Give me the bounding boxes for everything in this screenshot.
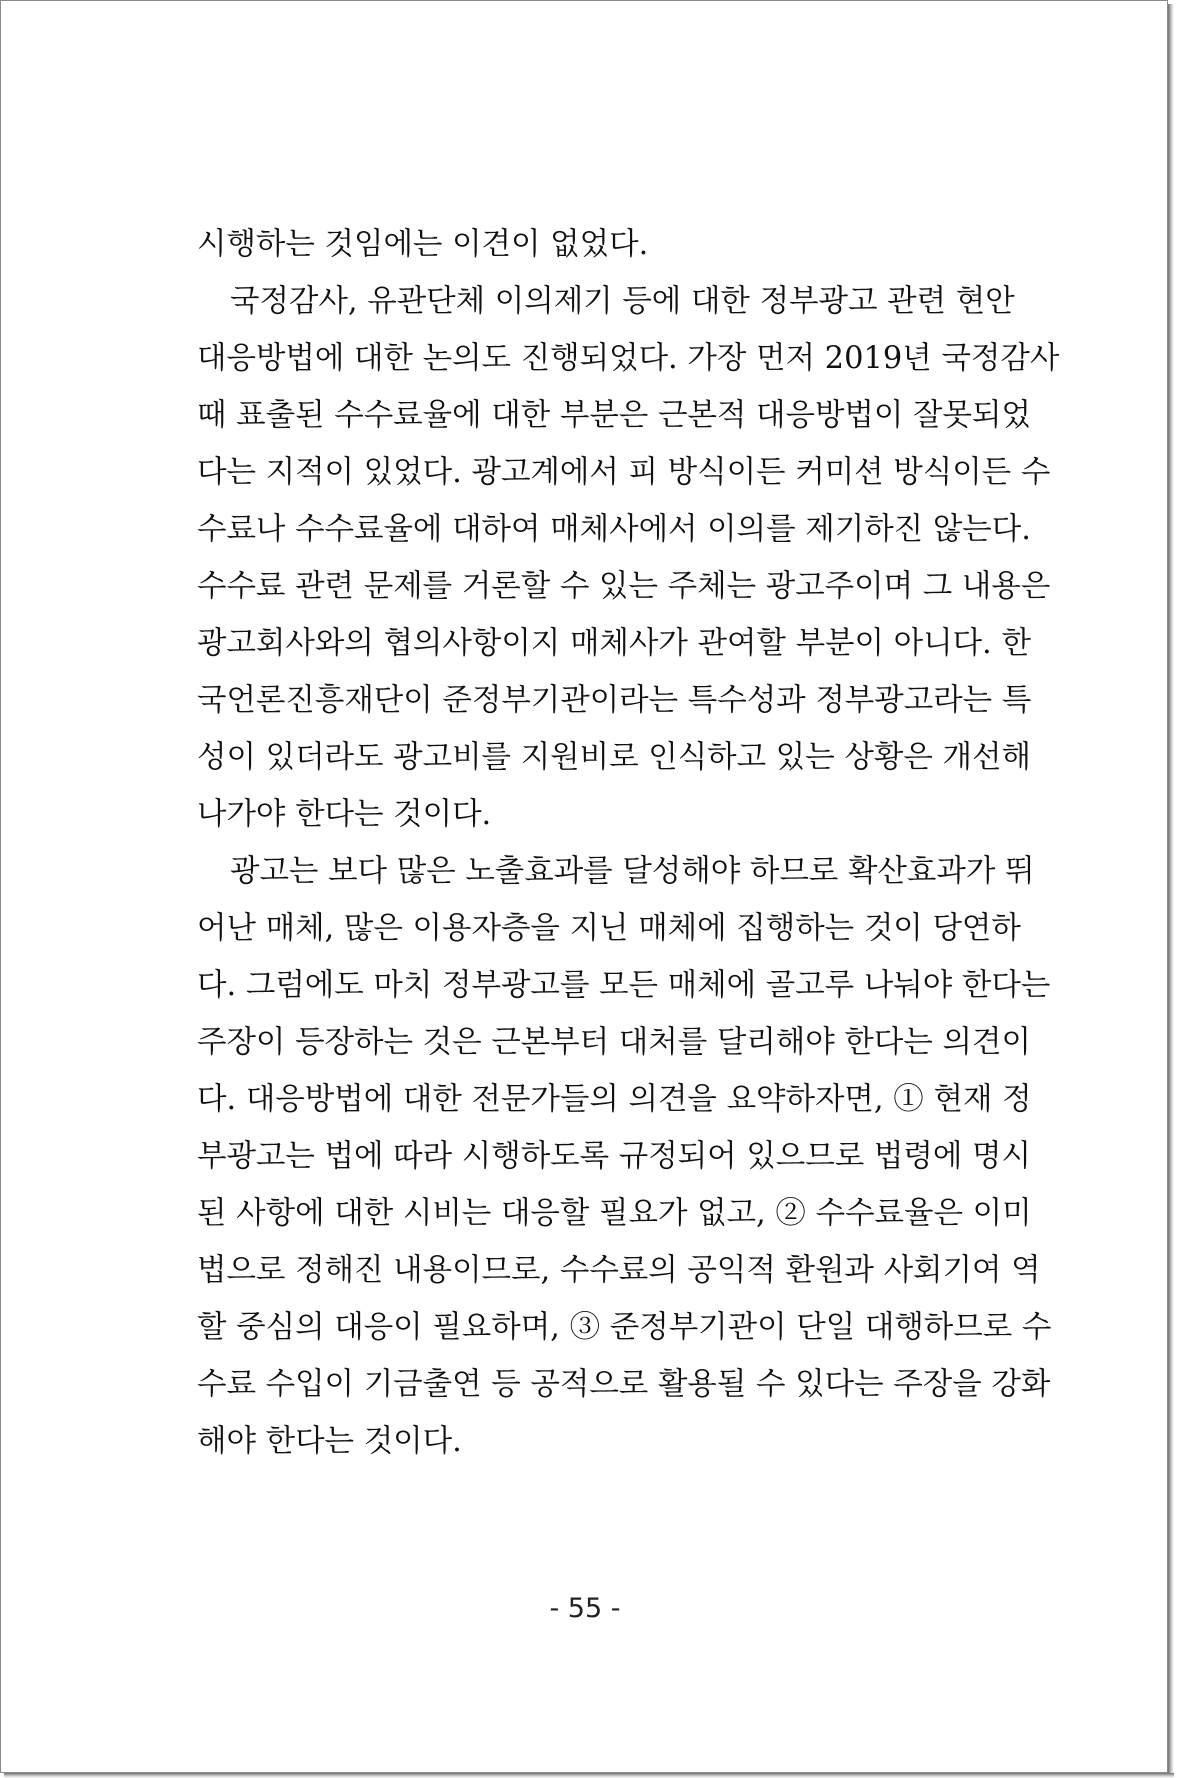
page-shadow-bottom: [4, 1773, 1174, 1778]
body-text-line: 다. 그럼에도 마치 정부광고를 모든 매체에 골고루 나눠야 한다는: [197, 968, 1051, 1003]
body-text-line: 나가야 한다는 것이다.: [197, 797, 492, 832]
body-text-line: 국언론진흥재단이 준정부기관이라는 특수성과 정부광고라는 특: [197, 683, 1032, 718]
paragraph-first-line: 광고는 보다 많은 노출효과를 달성해야 하므로 확산효과가 뛰: [230, 854, 1035, 889]
body-text-line: 할 중심의 대응이 필요하며, ③ 준정부기관이 단일 대행하므로 수: [197, 1310, 1052, 1345]
body-text-line: 시행하는 것임에는 이견이 없었다.: [197, 227, 649, 262]
body-text-line: 대응방법에 대한 논의도 진행되었다. 가장 먼저 2019년 국정감사: [197, 341, 1060, 376]
body-text-line: 수료나 수수료율에 대하여 매체사에서 이의를 제기하진 않는다.: [197, 512, 1031, 547]
body-text-line: 수료 수입이 기금출연 등 공적으로 활용될 수 있다는 주장을 강화: [197, 1367, 1051, 1402]
body-text-line: 수수료 관련 문제를 거론할 수 있는 주체는 광고주이며 그 내용은: [197, 569, 1051, 604]
body-text-line: 다는 지적이 있었다. 광고계에서 피 방식이든 커미션 방식이든 수: [197, 455, 1051, 490]
page-number: - 55 -: [549, 1593, 621, 1624]
body-text-line: 주장이 등장하는 것은 근본부터 대처를 달리해야 한다는 의견이: [197, 1025, 1031, 1060]
body-text-line: 어난 매체, 많은 이용자층을 지닌 매체에 집행하는 것이 당연하: [197, 911, 1021, 946]
body-text-line: 해야 한다는 것이다.: [197, 1424, 462, 1459]
body-text-line: 다. 대응방법에 대한 전문가들의 의견을 요약하자면, ① 현재 정: [197, 1082, 1032, 1117]
paragraph-first-line: 국정감사, 유관단체 이의제기 등에 대한 정부광고 관련 현안: [230, 284, 1015, 319]
body-text-line: 광고회사와의 협의사항이지 매체사가 관여할 부분이 아니다. 한: [197, 626, 1031, 661]
body-text-line: 된 사항에 대한 시비는 대응할 필요가 없고, ② 수수료율은 이미: [197, 1196, 1032, 1231]
body-text-line: 성이 있더라도 광고비를 지원비로 인식하고 있는 상황은 개선해: [197, 740, 1031, 775]
body-text-line: 때 표출된 수수료율에 대한 부분은 근본적 대응방법이 잘못되었: [197, 398, 1031, 433]
page-shadow-right: [1168, 4, 1174, 1775]
body-text-line: 법으로 정해진 내용이므로, 수수료의 공익적 환원과 사회기여 역: [197, 1253, 1041, 1288]
body-text-line: 부광고는 법에 따라 시행하도록 규정되어 있으므로 법령에 명시: [197, 1139, 1031, 1174]
